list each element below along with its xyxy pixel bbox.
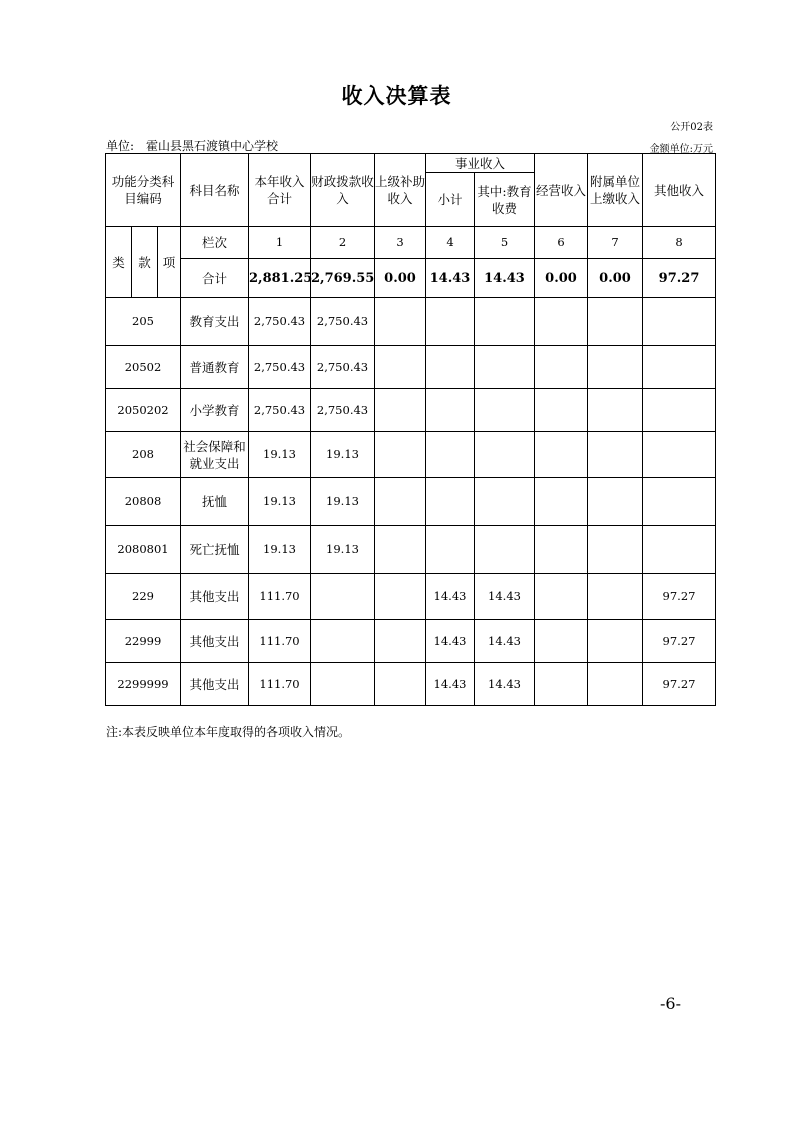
row-value <box>535 298 588 346</box>
row-name: 死亡抚恤 <box>181 526 249 574</box>
row-value <box>535 346 588 389</box>
page-number: -6- <box>660 994 681 1013</box>
row-value <box>588 298 643 346</box>
row-value <box>588 526 643 574</box>
row-name: 其他支出 <box>181 574 249 620</box>
table-row <box>106 432 716 478</box>
header-business-edu: 其中:教育收费 <box>475 173 535 227</box>
row-value <box>535 663 588 706</box>
row-value <box>475 389 535 432</box>
row-value <box>311 574 375 620</box>
row-value <box>643 526 716 574</box>
row-value: 14.43 <box>475 663 535 706</box>
table-row <box>106 478 716 526</box>
row-name: 抚恤 <box>181 478 249 526</box>
row-value: 2,750.43 <box>311 298 375 346</box>
table-row <box>106 346 716 389</box>
row-value: 2,750.43 <box>249 298 311 346</box>
row-value <box>475 526 535 574</box>
header-operating: 经营收入 <box>535 154 588 227</box>
row-value: 14.43 <box>426 663 475 706</box>
table-row <box>106 574 716 620</box>
row-code: 229 <box>106 574 181 620</box>
total-value: 0.00 <box>588 259 643 298</box>
row-value: 2,750.43 <box>311 346 375 389</box>
total-label: 合计 <box>181 259 249 298</box>
header-lei: 类 <box>106 227 132 298</box>
row-name: 普通教育 <box>181 346 249 389</box>
total-value: 2,881.25 <box>249 259 311 298</box>
row-value <box>643 298 716 346</box>
row-value: 14.43 <box>426 574 475 620</box>
header-row-1 <box>106 154 716 173</box>
table-row <box>106 663 716 706</box>
row-value: 2,750.43 <box>249 346 311 389</box>
row-value <box>375 346 426 389</box>
row-value <box>643 346 716 389</box>
row-value <box>475 346 535 389</box>
row-name: 社会保障和就业支出 <box>181 432 249 478</box>
row-value <box>643 478 716 526</box>
row-value: 19.13 <box>311 526 375 574</box>
row-name: 其他支出 <box>181 620 249 663</box>
row-value <box>426 478 475 526</box>
row-value <box>475 298 535 346</box>
row-name: 教育支出 <box>181 298 249 346</box>
header-total-income: 本年收入合计 <box>249 154 311 227</box>
row-value <box>535 574 588 620</box>
header-business: 事业收入 <box>426 154 535 173</box>
row-value <box>535 389 588 432</box>
row-value: 19.13 <box>311 432 375 478</box>
form-number: 公开02表 <box>670 122 713 133</box>
row-value <box>588 574 643 620</box>
total-value: 0.00 <box>535 259 588 298</box>
row-value <box>643 432 716 478</box>
table-row <box>106 298 716 346</box>
row-name: 其他支出 <box>181 663 249 706</box>
row-value: 111.70 <box>249 620 311 663</box>
row-value <box>588 346 643 389</box>
row-value: 2,750.43 <box>311 389 375 432</box>
row-value <box>475 478 535 526</box>
row-value <box>535 526 588 574</box>
header-func-code: 功能分类科目编码 <box>106 154 181 227</box>
header-kuan: 款 <box>132 227 158 298</box>
row-value: 19.13 <box>249 432 311 478</box>
row-code: 20808 <box>106 478 181 526</box>
row-value <box>426 298 475 346</box>
unit-info <box>106 137 278 154</box>
row-value <box>311 620 375 663</box>
col-number: 2 <box>311 227 375 259</box>
money-unit: 金额单位:万元 <box>649 144 713 155</box>
row-value <box>588 478 643 526</box>
header-fiscal: 财政拨款收入 <box>311 154 375 227</box>
row-code: 20502 <box>106 346 181 389</box>
table-row <box>106 620 716 663</box>
row-value <box>375 389 426 432</box>
row-value <box>375 478 426 526</box>
row-value <box>375 526 426 574</box>
col-number: 6 <box>535 227 588 259</box>
col-number: 3 <box>375 227 426 259</box>
row-value <box>426 389 475 432</box>
row-value <box>588 663 643 706</box>
total-row <box>106 259 716 298</box>
total-value: 0.00 <box>375 259 426 298</box>
row-value <box>375 432 426 478</box>
col-number: 4 <box>426 227 475 259</box>
income-table <box>105 153 716 706</box>
row-code: 22999 <box>106 620 181 663</box>
row-value <box>588 389 643 432</box>
row-value <box>375 620 426 663</box>
row-value <box>375 298 426 346</box>
row-value: 14.43 <box>475 574 535 620</box>
row-value: 14.43 <box>426 620 475 663</box>
row-value <box>426 432 475 478</box>
row-value: 97.27 <box>643 574 716 620</box>
col-number: 8 <box>643 227 716 259</box>
total-value: 14.43 <box>475 259 535 298</box>
row-value: 19.13 <box>249 526 311 574</box>
row-code: 2050202 <box>106 389 181 432</box>
table-row <box>106 526 716 574</box>
row-value: 2,750.43 <box>249 389 311 432</box>
header-affiliated: 附属单位上缴收入 <box>588 154 643 227</box>
row-value: 97.27 <box>643 620 716 663</box>
row-value <box>375 574 426 620</box>
row-code: 2299999 <box>106 663 181 706</box>
header-column-no: 栏次 <box>181 227 249 259</box>
total-value: 14.43 <box>426 259 475 298</box>
total-value: 2,769.55 <box>311 259 375 298</box>
row-value: 111.70 <box>249 574 311 620</box>
row-value <box>535 620 588 663</box>
header-business-sub: 小计 <box>426 173 475 227</box>
row-value: 111.70 <box>249 663 311 706</box>
row-value: 19.13 <box>249 478 311 526</box>
row-name: 小学教育 <box>181 389 249 432</box>
row-code: 2080801 <box>106 526 181 574</box>
col-number: 7 <box>588 227 643 259</box>
col-number: 1 <box>249 227 311 259</box>
row-code: 208 <box>106 432 181 478</box>
row-value: 97.27 <box>643 663 716 706</box>
total-value: 97.27 <box>643 259 716 298</box>
header-superior: 上级补助收入 <box>375 154 426 227</box>
row-value: 19.13 <box>311 478 375 526</box>
table-note: 注:本表反映单位本年度取得的各项收入情况。 <box>106 725 351 739</box>
row-value: 14.43 <box>475 620 535 663</box>
header-subject-name: 科目名称 <box>181 154 249 227</box>
unit-name: 霍山县黑石渡镇中心学校 <box>146 139 279 153</box>
header-other: 其他收入 <box>643 154 716 227</box>
col-number: 5 <box>475 227 535 259</box>
header-xiang: 项 <box>158 227 181 298</box>
row-value <box>426 346 475 389</box>
row-value <box>475 432 535 478</box>
row-code: 205 <box>106 298 181 346</box>
unit-label: 单位: <box>106 139 135 153</box>
table-row <box>106 389 716 432</box>
row-value <box>535 478 588 526</box>
row-value <box>375 663 426 706</box>
row-value <box>588 620 643 663</box>
page-title: 收入决算表 <box>341 84 452 108</box>
column-number-row <box>106 227 716 259</box>
row-value <box>588 432 643 478</box>
row-value <box>535 432 588 478</box>
row-value <box>643 389 716 432</box>
row-value <box>311 663 375 706</box>
row-value <box>426 526 475 574</box>
